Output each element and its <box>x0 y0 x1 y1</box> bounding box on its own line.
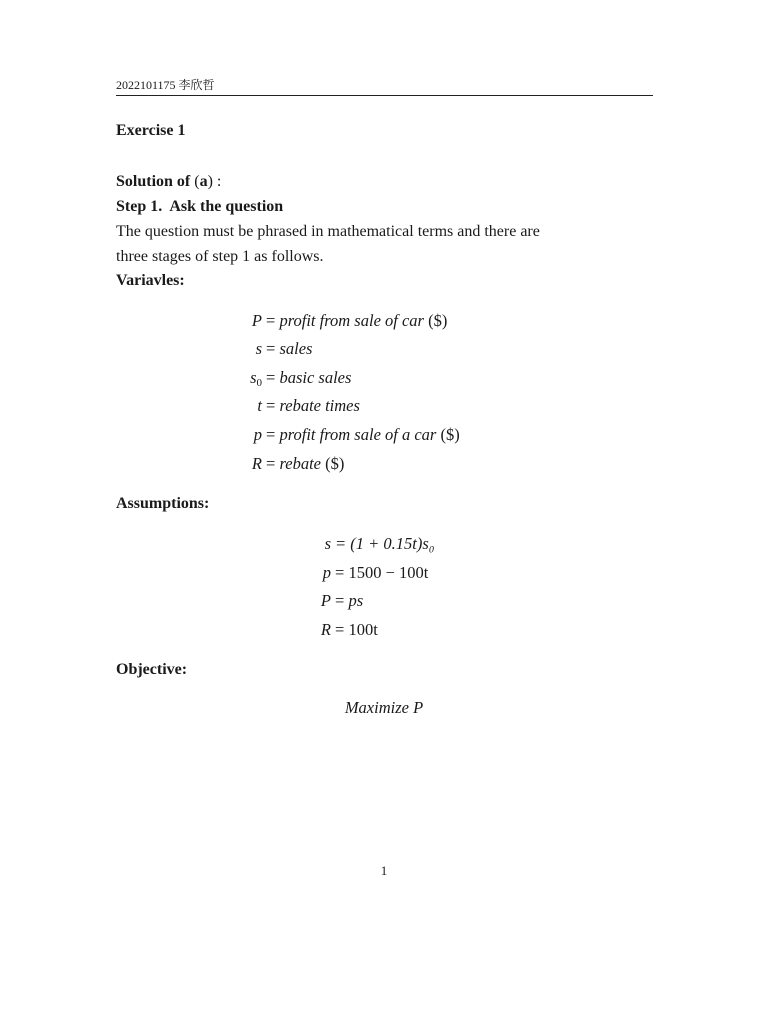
variable-unit: ($) <box>440 425 460 444</box>
variable-unit: ($) <box>325 454 345 473</box>
variable-symbol: s <box>255 339 262 358</box>
variable-meaning: rebate times <box>279 396 360 415</box>
assumption-expression: 100t <box>348 620 378 639</box>
variable-definition: = profit from sale of car ($) <box>266 311 448 330</box>
assumption-symbol: R <box>320 620 331 639</box>
variable-symbol <box>250 368 262 389</box>
variables-heading: Variavles: <box>116 272 185 289</box>
assumption-definition: = 1500 − 100t <box>335 563 429 582</box>
variable-symbol: R <box>251 454 262 473</box>
variable-meaning: profit from sale of a car <box>279 425 437 444</box>
header-text: 2022101175 李欣哲 <box>116 78 215 92</box>
assumption-definition: = ps <box>335 591 364 610</box>
assumption-expression: (1 + 0.15t)s₀ <box>350 534 435 553</box>
variable-symbol: t <box>257 396 262 415</box>
intro-line-2: three stages of step 1 as follows. <box>116 248 324 265</box>
assumption-definition: = (1 + 0.15t)s₀ <box>335 534 435 553</box>
solution-open-paren: ( <box>194 173 200 190</box>
variable-definition: = rebate ($) <box>266 454 345 473</box>
variable-symbol: P <box>251 311 262 330</box>
variable-meaning: basic sales <box>279 368 352 387</box>
page-header <box>116 76 653 93</box>
solution-prefix: Solution of <box>116 173 191 190</box>
variable-meaning: sales <box>279 339 313 358</box>
variable-definition: = basic sales <box>266 368 352 387</box>
solution-suffix: ) : <box>207 173 222 190</box>
intro-paragraph <box>116 219 656 269</box>
header-rule <box>116 95 653 96</box>
variable-symbol-subscript: 0 <box>256 377 262 389</box>
step-heading <box>116 198 283 216</box>
variable-definition: = sales <box>266 339 313 358</box>
variable-unit: ($) <box>428 311 448 330</box>
assumption-definition: = 100t <box>335 620 378 639</box>
variable-meaning: rebate <box>279 454 321 473</box>
variable-symbol-base: s <box>250 368 257 387</box>
intro-line-1: The question must be phrased in mathematical terms and there are <box>116 223 540 240</box>
step-label: Step 1. <box>116 198 163 215</box>
assumption-symbol: p <box>322 563 331 582</box>
assumptions-heading: Assumptions: <box>116 495 210 512</box>
assumption-expression: ps <box>348 591 364 610</box>
solution-heading <box>116 173 221 191</box>
variable-symbol: p <box>253 425 262 444</box>
assumption-symbol: s <box>324 534 331 553</box>
assumption-expression: 1500 − 100t <box>348 563 429 582</box>
solution-part: a <box>199 173 208 190</box>
objective-statement: Maximize P <box>344 698 424 717</box>
variable-meaning: profit from sale of car <box>279 311 424 330</box>
objective-heading: Objective: <box>116 661 188 678</box>
exercise-title: Exercise 1 <box>116 122 186 139</box>
variable-definition: = profit from sale of a car ($) <box>266 425 460 444</box>
step-title: Ask the question <box>169 198 284 215</box>
variable-definition: = rebate times <box>266 396 360 415</box>
assumption-symbol: P <box>320 591 331 610</box>
page-number: 1 <box>380 863 388 878</box>
